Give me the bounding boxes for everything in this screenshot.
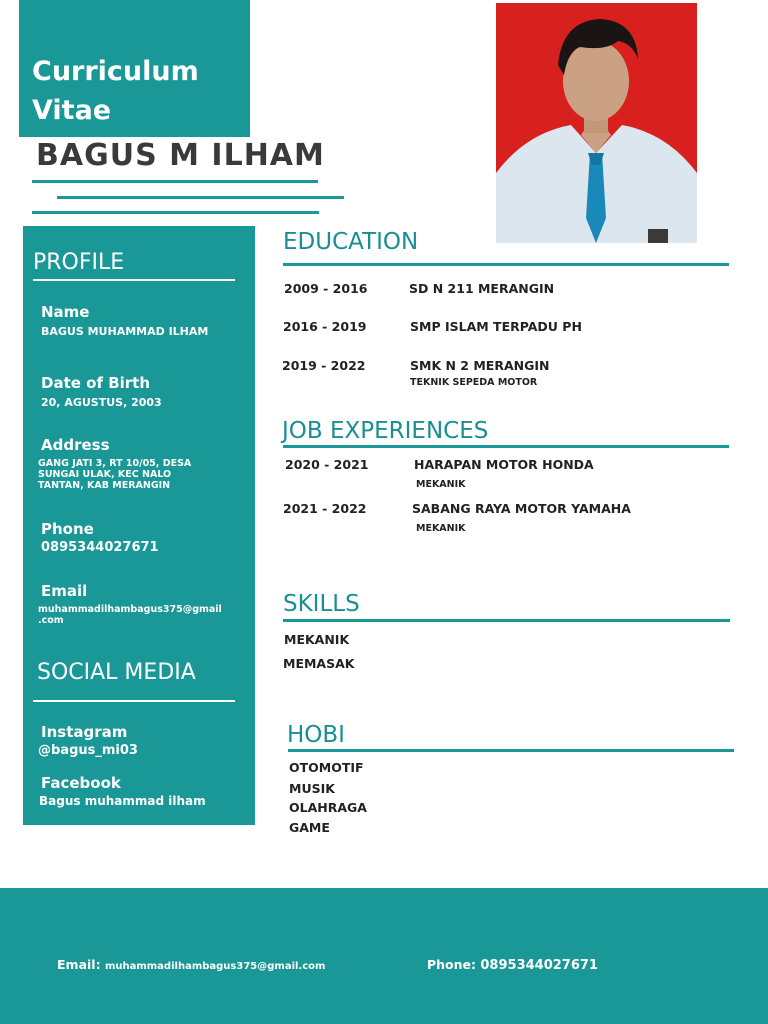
footer-phone-value: 0895344027671 xyxy=(480,958,598,973)
education-school: SMP ISLAM TERPADU PH xyxy=(410,319,582,334)
email-line: .com xyxy=(38,615,64,626)
jobs-heading: JOB EXPERIENCES xyxy=(282,418,489,444)
facebook-value: Bagus muhammad ilham xyxy=(39,794,206,808)
footer-email xyxy=(57,957,325,972)
job-company: SABANG RAYA MOTOR YAMAHA xyxy=(412,501,631,516)
phone-value: 0895344027671 xyxy=(41,540,159,555)
divider-line xyxy=(57,196,344,199)
cv-title-line1: Curriculum xyxy=(32,56,199,87)
email-line: muhammadilhambagus375@gmail xyxy=(38,604,222,615)
footer xyxy=(0,888,768,1024)
education-detail: TEKNIK SEPEDA MOTOR xyxy=(410,377,538,388)
cv-title-line2: Vitae xyxy=(32,95,112,126)
profile-photo xyxy=(496,3,697,243)
job-years: 2021 - 2022 xyxy=(283,501,367,516)
jobs-divider xyxy=(283,445,729,448)
education-heading: EDUCATION xyxy=(283,229,419,255)
facebook-label: Facebook xyxy=(41,774,121,792)
education-school: SD N 211 MERANGIN xyxy=(409,281,555,296)
education-years: 2009 - 2016 xyxy=(284,281,368,296)
candidate-name: BAGUS M ILHAM xyxy=(36,138,325,173)
hobi-heading: HOBI xyxy=(287,722,345,748)
cv-title xyxy=(32,52,242,130)
footer-email-label: Email: xyxy=(57,957,101,972)
divider-line xyxy=(32,180,318,183)
skill-item: MEKANIK xyxy=(284,632,350,647)
job-years: 2020 - 2021 xyxy=(285,457,369,472)
address-value xyxy=(38,458,191,491)
job-company: HARAPAN MOTOR HONDA xyxy=(414,457,594,472)
job-role: MEKANIK xyxy=(416,479,466,490)
address-line: GANG JATI 3, RT 10/05, DESA xyxy=(38,458,192,469)
name-label: Name xyxy=(41,303,90,321)
skills-divider xyxy=(283,619,730,622)
skill-item: MEMASAK xyxy=(283,656,355,671)
hobi-item: MUSIK xyxy=(289,781,335,796)
hobi-item: GAME xyxy=(289,820,330,835)
footer-phone-label: Phone: xyxy=(427,957,477,972)
profile-divider xyxy=(33,279,235,281)
education-divider xyxy=(283,263,729,266)
dob-value: 20, AGUSTUS, 2003 xyxy=(41,396,162,409)
email-label: Email xyxy=(41,582,88,600)
phone-label: Phone xyxy=(41,520,94,538)
education-years: 2019 - 2022 xyxy=(282,358,366,373)
footer-email-value: muhammadilhambagus375@gmail.com xyxy=(104,961,326,972)
hobi-divider xyxy=(288,749,734,752)
hobi-item: OTOMOTIF xyxy=(289,760,364,775)
instagram-value: @bagus_mi03 xyxy=(38,743,138,758)
email-value xyxy=(38,604,222,626)
address-line: TANTAN, KAB MERANGIN xyxy=(38,480,171,491)
social-heading: SOCIAL MEDIA xyxy=(37,660,196,685)
education-school: SMK N 2 MERANGIN xyxy=(410,358,550,373)
education-years: 2016 - 2019 xyxy=(283,319,367,334)
address-line: SUNGAI ULAK, KEC NALO xyxy=(38,469,172,480)
instagram-label: Instagram xyxy=(41,723,128,741)
footer-phone xyxy=(427,957,598,973)
dob-label: Date of Birth xyxy=(41,374,151,392)
address-label: Address xyxy=(41,436,110,454)
divider-line xyxy=(32,211,319,214)
job-role: MEKANIK xyxy=(416,523,466,534)
skills-heading: SKILLS xyxy=(283,591,360,617)
hobi-item: OLAHRAGA xyxy=(289,800,367,815)
name-value: BAGUS MUHAMMAD ILHAM xyxy=(41,325,209,338)
profile-heading: PROFILE xyxy=(33,250,125,275)
person-portrait-icon xyxy=(496,3,697,243)
social-divider xyxy=(33,700,235,702)
